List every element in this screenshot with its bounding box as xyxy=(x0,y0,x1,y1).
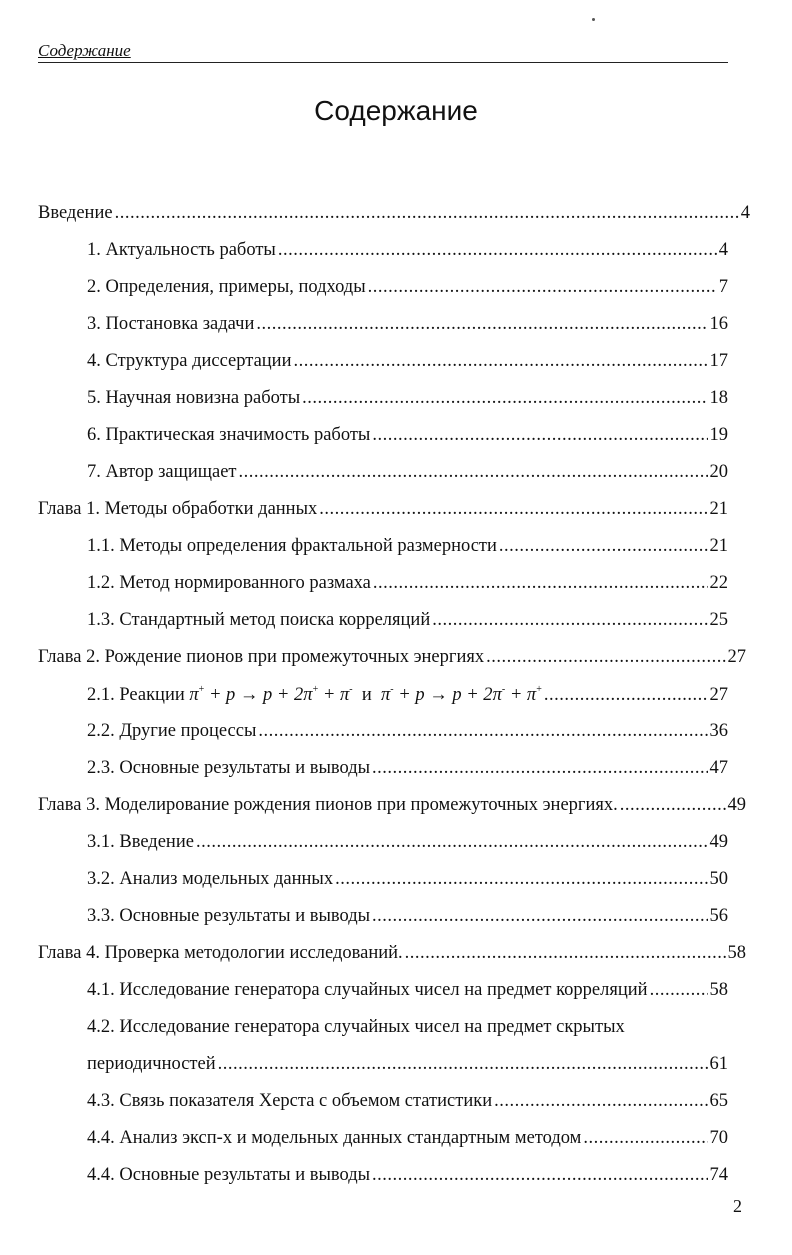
toc-entry-label: 7. Автор защищает xyxy=(87,462,237,482)
toc-leader-dots xyxy=(544,685,708,706)
toc-leader-dots xyxy=(256,314,707,335)
toc-entry-label: 2.3. Основные результаты и выводы xyxy=(87,758,371,778)
toc-leader-dots xyxy=(302,388,707,409)
toc-entry-page: 16 xyxy=(709,314,728,334)
toc-entry[interactable] xyxy=(87,906,728,932)
toc-entry-chapter-2[interactable] xyxy=(38,647,746,673)
toc-entry[interactable] xyxy=(87,721,728,747)
toc-entry-page: 47 xyxy=(709,758,728,778)
toc-entry-page: 20 xyxy=(709,462,728,482)
toc-entry-label: 4.4. Анализ эксп-х и модельных данных стандартным методом xyxy=(87,1128,582,1148)
toc-entry-label: Глава 4. Проверка методологии исследований. xyxy=(38,943,403,963)
toc-leader-dots xyxy=(278,240,717,261)
toc-entry[interactable] xyxy=(87,462,728,488)
toc-entry[interactable] xyxy=(87,314,728,340)
toc-leader-dots xyxy=(486,647,725,668)
toc-leader-dots xyxy=(196,832,708,853)
toc-entry-page: 56 xyxy=(709,906,728,926)
toc-entry-label: 4. Структура диссертации xyxy=(87,351,292,371)
toc-entry-chapter-3[interactable] xyxy=(38,795,746,821)
toc-leader-dots xyxy=(218,1054,708,1075)
toc-leader-dots xyxy=(620,795,726,816)
toc-entry[interactable] xyxy=(87,1091,728,1117)
toc-entry-label: 4.4. Основные результаты и выводы xyxy=(87,1165,371,1185)
toc-entry[interactable] xyxy=(87,980,728,1006)
toc-entry-page: 50 xyxy=(709,869,728,889)
toc-leader-dots xyxy=(115,203,739,224)
toc-entry-page: 27 xyxy=(727,647,746,667)
toc-entry-page: 19 xyxy=(709,425,728,445)
toc-entry-page: 22 xyxy=(709,573,728,593)
toc-entry[interactable] xyxy=(87,758,728,784)
toc-entry-page: 17 xyxy=(709,351,728,371)
toc-entry-page: 18 xyxy=(709,388,728,408)
toc-entry-page: 65 xyxy=(709,1091,728,1111)
toc-entry-label: 2.2. Другие процессы xyxy=(87,721,257,741)
toc-leader-dots xyxy=(650,980,708,1001)
toc-entry-page: 70 xyxy=(709,1128,728,1148)
toc-leader-dots xyxy=(373,573,708,594)
page-number: 2 xyxy=(733,1196,742,1216)
toc-leader-dots xyxy=(405,943,726,964)
toc-leader-dots xyxy=(372,758,707,779)
toc-entry[interactable] xyxy=(87,869,728,895)
toc-entry-label: 1.3. Стандартный метод поиска корреляций xyxy=(87,610,431,630)
toc-entry-label: 1.1. Методы определения фрактальной размерности xyxy=(87,536,497,556)
toc-entry[interactable] xyxy=(87,1165,728,1191)
toc-entry-page: 4 xyxy=(740,203,750,223)
toc-leader-dots xyxy=(499,536,708,557)
toc-entry-label: Глава 2. Рождение пионов при промежуточных энергиях xyxy=(38,647,485,667)
running-head xyxy=(38,38,728,63)
toc-entry-label-cont: периодичностей xyxy=(87,1054,216,1074)
toc-entry-page: 21 xyxy=(709,536,728,556)
toc-entry-page: 74 xyxy=(709,1165,728,1185)
toc-entry-label: Глава 1. Методы обработки данных xyxy=(38,499,318,519)
toc-entry[interactable] xyxy=(87,277,728,303)
toc-leader-dots xyxy=(319,499,707,520)
toc-leader-dots xyxy=(294,351,708,372)
toc-entry-label: 3.3. Основные результаты и выводы xyxy=(87,906,371,926)
toc-entry-page: 49 xyxy=(727,795,746,815)
toc-entry-intro[interactable] xyxy=(38,203,750,229)
toc-leader-dots xyxy=(372,425,707,446)
toc-entry-multiline-first[interactable] xyxy=(87,1017,728,1043)
toc-leader-dots xyxy=(239,462,708,483)
toc-leader-dots xyxy=(368,277,717,298)
toc-entry-label: 6. Практическая значимость работы xyxy=(87,425,371,445)
toc-entry-label: 3.1. Введение xyxy=(87,832,194,852)
toc-entry[interactable] xyxy=(87,240,728,266)
toc-entry-label: Введение xyxy=(38,203,113,223)
toc-entry[interactable] xyxy=(87,351,728,377)
toc-leader-dots xyxy=(372,1165,707,1186)
toc-entry[interactable] xyxy=(87,425,728,451)
toc-entry-label: 2. Определения, примеры, подходы xyxy=(87,277,366,297)
reaction-equation-2: π- + p → p + 2π- + π+ xyxy=(380,684,542,705)
toc-leader-dots xyxy=(494,1091,707,1112)
reaction-equation-1: π+ + p → p + 2π+ + π- xyxy=(189,684,353,705)
toc-entry-page: 36 xyxy=(709,721,728,741)
toc-entry-label: 3.2. Анализ модельных данных xyxy=(87,869,334,889)
toc-entry-page: 61 xyxy=(709,1054,728,1074)
toc-entry-page: 49 xyxy=(709,832,728,852)
toc-entry-label: 1.2. Метод нормированного размаха xyxy=(87,573,371,593)
toc-entry[interactable] xyxy=(87,1128,728,1154)
toc-entry[interactable] xyxy=(87,536,728,562)
reactions-conjunction: и xyxy=(361,685,372,705)
page-title: Содержание xyxy=(314,95,478,126)
toc-leader-dots xyxy=(432,610,707,631)
toc-entry[interactable] xyxy=(87,832,728,858)
toc-leader-dots xyxy=(258,721,707,742)
toc-leader-dots xyxy=(583,1128,707,1149)
toc-entry-label: 5. Научная новизна работы xyxy=(87,388,301,408)
toc-entry-page: 4 xyxy=(718,240,728,260)
toc-entry[interactable] xyxy=(87,573,728,599)
toc-entry-page: 58 xyxy=(727,943,746,963)
toc-entry[interactable] xyxy=(87,388,728,414)
reactions-prefix: 2.1. Реакции xyxy=(87,685,185,705)
toc-entry-label: Глава 3. Моделирование рождения пионов при промежуточных энергиях. xyxy=(38,795,618,815)
toc-entry-label: 4.2. Исследование генератора случайных чисел на предмет скрытых xyxy=(87,1017,625,1037)
toc-entry-page: 7 xyxy=(718,277,728,297)
toc-leader-dots xyxy=(335,869,707,890)
running-head-text: Содержание xyxy=(38,41,131,60)
toc-entry[interactable] xyxy=(87,610,728,636)
toc-entry-label xyxy=(87,684,542,706)
scan-speck xyxy=(592,18,595,21)
toc-entry-label: 4.1. Исследование генератора случайных чисел на предмет корреляций xyxy=(87,980,648,1000)
toc-entry-page: 21 xyxy=(709,499,728,519)
toc-entry-label: 4.3. Связь показателя Херста с объемом статистики xyxy=(87,1091,493,1111)
toc-entry-page: 58 xyxy=(709,980,728,1000)
toc-entry-page: 27 xyxy=(709,685,728,705)
toc-entry-chapter-1[interactable] xyxy=(38,499,728,525)
toc-entry-reactions[interactable] xyxy=(87,684,728,710)
toc-entry-multiline-cont[interactable] xyxy=(87,1054,728,1080)
toc-entry-chapter-4[interactable] xyxy=(38,943,746,969)
toc-leader-dots xyxy=(372,906,707,927)
toc-entry-page: 25 xyxy=(709,610,728,630)
toc-entry-label: 3. Постановка задачи xyxy=(87,314,255,334)
toc-entry-label: 1. Актуальность работы xyxy=(87,240,276,260)
